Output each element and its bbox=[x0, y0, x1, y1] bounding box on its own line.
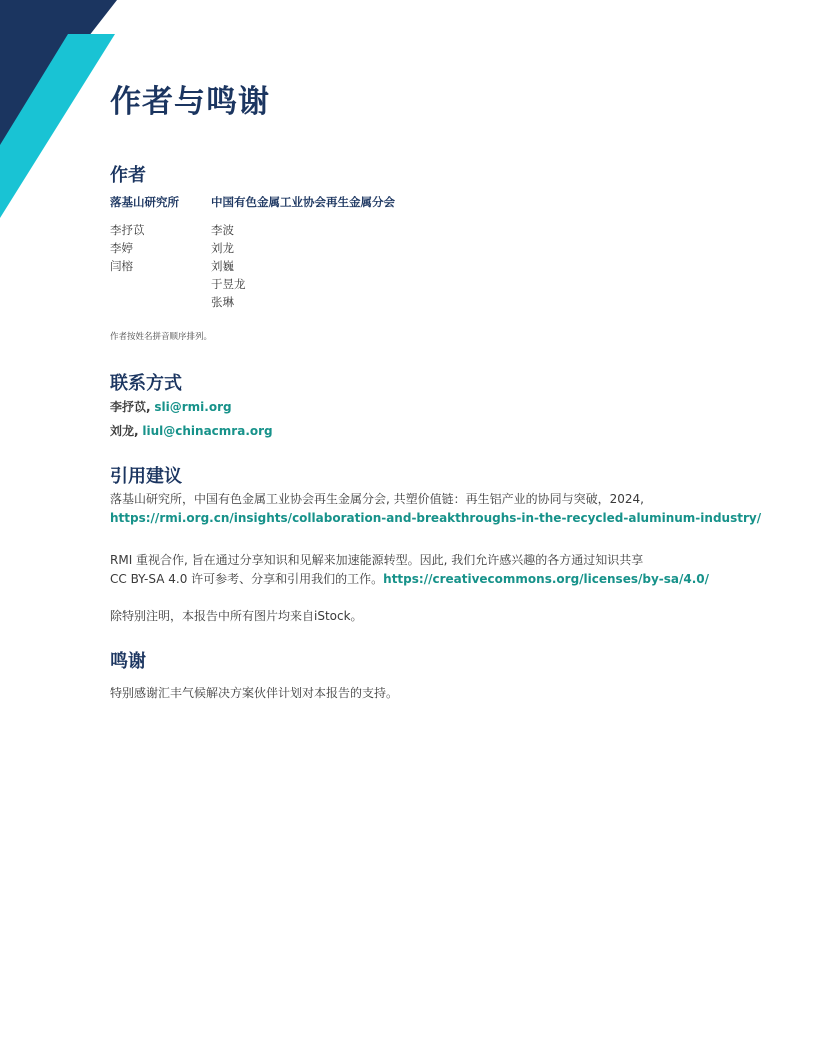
image-credit-note: 除特别注明，本报告中所有图片均来自iStock。 bbox=[110, 609, 363, 623]
org-rmi: 落基山研究所 bbox=[110, 195, 179, 209]
acknowledgments-heading: 鸣谢 bbox=[110, 651, 146, 672]
license-text-line2: CC BY-SA 4.0 许可参考、分享和引用我们的工作。 bbox=[110, 572, 384, 586]
license-paragraph bbox=[110, 551, 750, 589]
citation-paragraph bbox=[110, 490, 762, 528]
citation-url-link[interactable]: https://rmi.org.cn/insights/collaboration-and-breakthroughs-in-the-recycled-aluminum-industry/ bbox=[110, 511, 762, 525]
citation-text: 落基山研究所，中国有色金属工业协会再生金属分会, 共塑价值链：再生铝产业的协同与突破，2024, bbox=[110, 492, 644, 506]
cmra-author-list bbox=[211, 221, 246, 311]
rmi-author-list bbox=[110, 221, 145, 275]
contact-email-link[interactable]: sli@rmi.org bbox=[154, 400, 232, 414]
author-name: 李婷 bbox=[110, 241, 133, 255]
author-name: 李波 bbox=[211, 223, 234, 237]
contact-email-link[interactable]: liul@chinacmra.org bbox=[142, 424, 273, 438]
author-name: 张琳 bbox=[211, 295, 234, 309]
author-name: 于昱龙 bbox=[211, 277, 246, 291]
contact-name: 李抒苡, bbox=[110, 400, 151, 414]
page-title: 作者与鸣谢 bbox=[110, 84, 270, 120]
author-name: 闫榕 bbox=[110, 259, 133, 273]
org-cmra: 中国有色金属工业协会再生金属分会 bbox=[211, 195, 395, 209]
license-url-link[interactable]: https://creativecommons.org/licenses/by-sa/4.0/ bbox=[383, 572, 710, 586]
acknowledgments-text: 特别感谢汇丰气候解决方案伙伴计划对本报告的支持。 bbox=[110, 686, 399, 700]
contact-heading: 联系方式 bbox=[110, 373, 182, 394]
author-name: 刘巍 bbox=[211, 259, 234, 273]
license-line2 bbox=[110, 570, 750, 589]
author-name: 刘龙 bbox=[211, 241, 234, 255]
license-text-line1: RMI 重视合作, 旨在通过分享知识和见解来加速能源转型。因此, 我们允许感兴趣的各方通过知识共享 bbox=[110, 553, 644, 567]
author-order-note: 作者按姓名拼音顺序排列。 bbox=[110, 332, 213, 342]
citation-heading: 引用建议 bbox=[110, 466, 182, 487]
author-name: 李抒苡 bbox=[110, 223, 145, 237]
contact-name: 刘龙, bbox=[110, 424, 139, 438]
authors-heading: 作者 bbox=[110, 165, 146, 186]
contact-item bbox=[110, 398, 232, 415]
contact-item bbox=[110, 422, 273, 439]
